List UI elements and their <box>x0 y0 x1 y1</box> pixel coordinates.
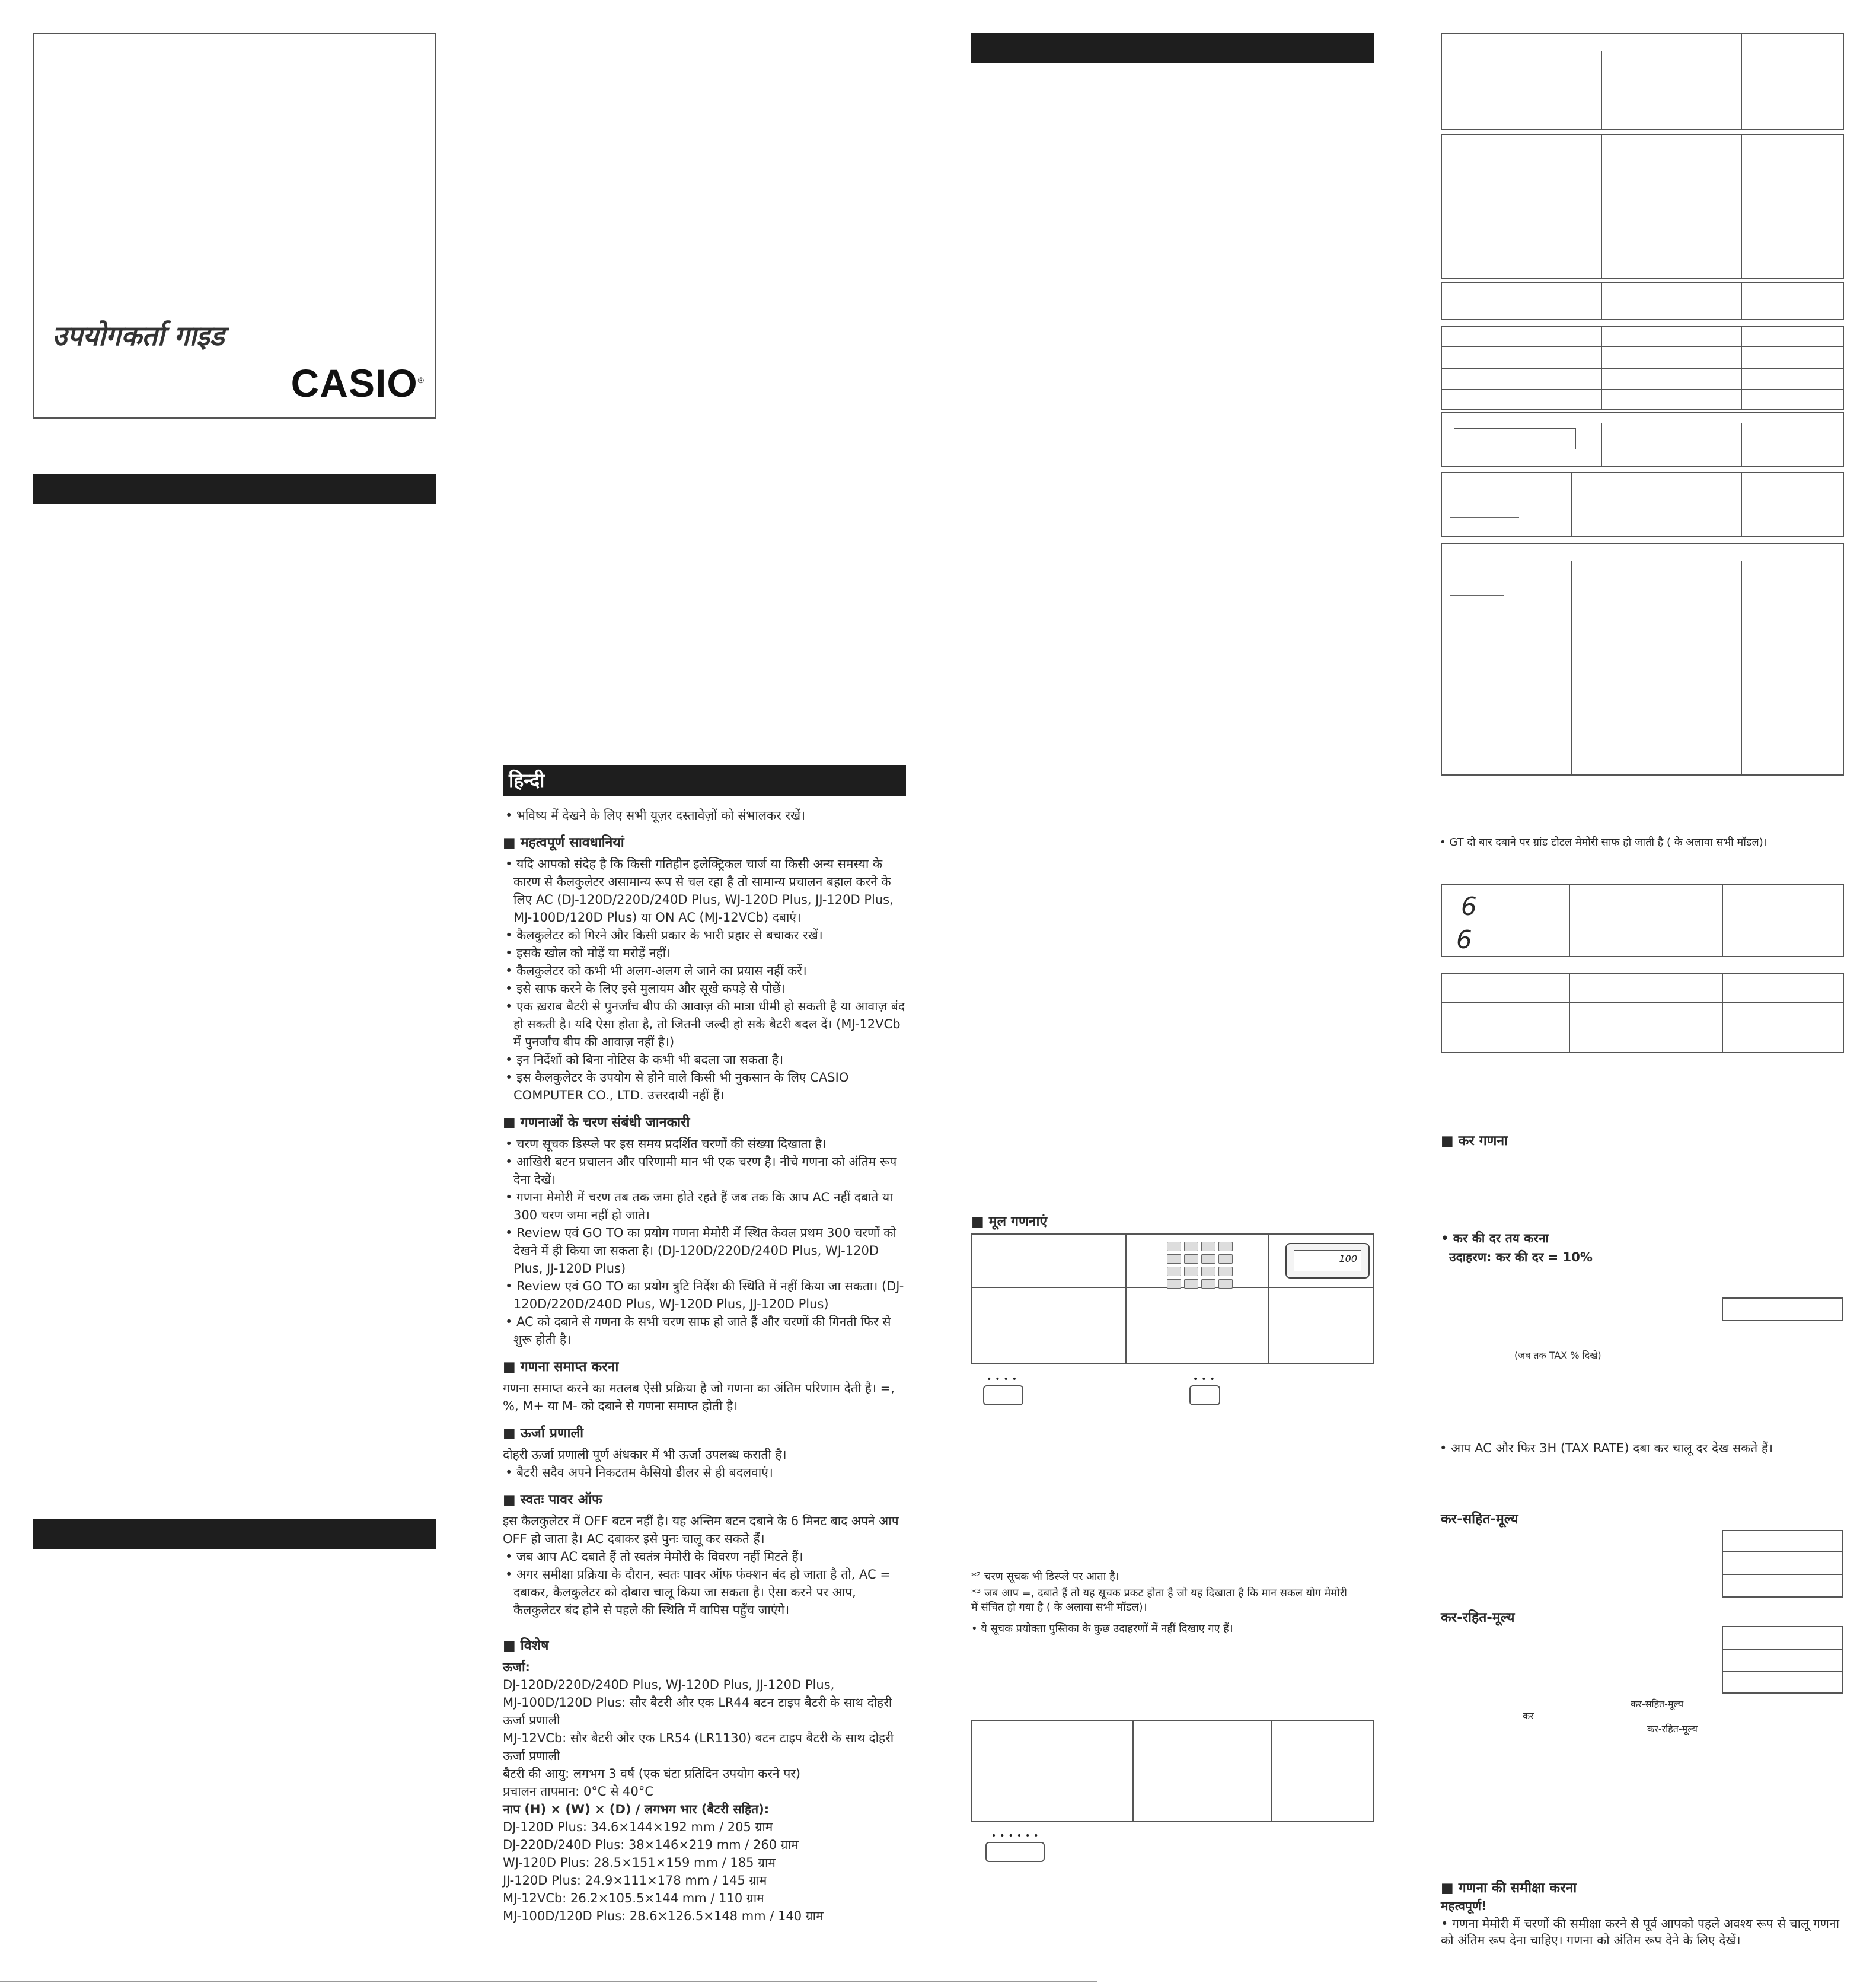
display-icon <box>1285 1243 1370 1279</box>
review-text: • गणना मेमोरी में चरणों की समीक्षा करने से पूर्व आपको पहले अवश्य रूप से चालू गणना को अंतिम रूप देना चाहिए। गणना को अंतिम रूप देने के लिए देखें। <box>1441 1917 1840 1947</box>
op-table-6 <box>1441 472 1844 537</box>
table-divider <box>1132 1720 1134 1822</box>
rate-view-note-text: आप AC और फिर 3H (TAX RATE) दबा कर चालू दर देख सकते हैं। <box>1451 1441 1773 1455</box>
keypad-icon <box>1167 1242 1233 1289</box>
table-divider <box>1569 973 1570 1053</box>
tax-calc-label: कर गणना <box>1458 1133 1508 1149</box>
power-text: दोहरी ऊर्जा प्रणाली पूर्ण अंधकार में भी ऊर्जा उपलब्ध कराती है। <box>503 1448 787 1462</box>
table-divider <box>1741 134 1742 279</box>
steps-item: • Review एवं GO TO का प्रयोग त्रुटि निर्देश की स्थिति में नहीं किया जा सकता। (DJ-120D/220D/240D Plus, WJ-120D Plus, JJ-120D Plus) <box>503 1277 906 1313</box>
intro-note: • भविष्य में देखने के लिए सभी यूज़र दस्तावेज़ों को संभालकर रखें। <box>503 806 906 824</box>
indicator-dots: •••••• <box>991 1831 1042 1841</box>
table-divider <box>1741 282 1742 320</box>
spec-line: ऊर्जा: <box>503 1660 530 1674</box>
table-divider <box>1722 1671 1843 1672</box>
spec-title: ■ विशेष <box>503 1637 906 1654</box>
review-title: ■ गणना की समीक्षा करना <box>1441 1880 1577 1896</box>
op-table-7 <box>1441 543 1844 776</box>
table-divider <box>1441 368 1844 369</box>
steps-item: • गणना मेमोरी में चरण तब तक जमा होते रहते हैं जब तक कि आप AC नहीं दबाते या 300 चरण जमा नहीं हो जाते। <box>503 1188 906 1224</box>
section-bar-1 <box>33 474 436 504</box>
handwritten-glyph: 6 <box>1456 925 1472 954</box>
power-title: ■ ऊर्जा प्रणाली <box>503 1424 906 1442</box>
finalize-title: ■ गणना समाप्त करना <box>503 1358 906 1376</box>
gt-table-2 <box>1441 973 1844 1053</box>
table-divider <box>1722 884 1723 957</box>
gt-table <box>1441 884 1844 957</box>
spec-line: नाप (H) × (W) × (D) / लगभग भार (बैटरी सहित): <box>503 1802 770 1816</box>
spec-line: MJ-100D/120D Plus: सौर बैटरी और एक LR44 बटन टाइप बैटरी के साथ दोहरी ऊर्जा प्रणाली <box>503 1695 892 1727</box>
tax-hint: (जब तक TAX % दिखे) <box>1514 1350 1601 1361</box>
autooff-bullet: • जब आप AC दबाते हैं तो स्वतंत्र मेमोरी के विवरण नहीं मिटते हैं। <box>503 1548 906 1566</box>
legend-with-tax: कर-सहित-मूल्य <box>1631 1698 1684 1710</box>
table-divider <box>1722 1551 1843 1552</box>
op-table-1 <box>1441 33 1844 130</box>
table-divider <box>1741 561 1742 776</box>
gt-note: • GT दो बार दबाने पर ग्रांड टोटल मेमोरी साफ हो जाती है ( के अलावा सभी मॉडल)। <box>1440 836 1767 849</box>
mini-display <box>983 1385 1023 1405</box>
precaution-item: • इसके खोल को मोड़ें या मरोड़ें नहीं। <box>503 944 906 962</box>
hindi-column <box>503 765 906 1925</box>
brand-name: CASIO <box>291 361 418 405</box>
table-divider <box>1569 884 1570 957</box>
table-divider <box>1741 472 1742 537</box>
tax-result-box <box>1722 1297 1843 1321</box>
mini-display <box>985 1842 1045 1862</box>
spec-line: बैटरी की आयु: लगभग 3 वर्ष (एक घंटा प्रतिदिन उपयोग करने पर) <box>503 1767 801 1781</box>
indicator-dots: •••• <box>987 1375 1021 1384</box>
precaution-item: • कैलकुलेटर को गिरने और किसी प्रकार के भारी प्रहार से बचाकर रखें। <box>503 926 906 944</box>
spec-line: MJ-100D/120D Plus: 28.6×126.5×148 mm / 140 ग्राम <box>503 1909 824 1923</box>
tax-rate-example: उदाहरण: कर की दर = 10% <box>1449 1250 1593 1264</box>
spec-line: DJ-120D Plus: 34.6×144×192 mm / 205 ग्राम <box>503 1820 773 1834</box>
precaution-item: • कैलकुलेटर को कभी भी अलग-अलग ले जाने का प्रयास नहीं करें। <box>503 962 906 980</box>
mini-display <box>1189 1385 1220 1405</box>
precautions-title: ■ महत्वपूर्ण सावधानियां <box>503 834 906 852</box>
spec-line: DJ-220D/240D Plus: 38×146×219 mm / 260 ग्राम <box>503 1838 799 1852</box>
gt-note-text: GT दो बार दबाने पर ग्रांड टोटल मेमोरी साफ हो जाती है ( के अलावा सभी मॉडल)। <box>1449 836 1767 849</box>
op-table-2 <box>1441 134 1844 279</box>
precaution-item: • यदि आपको संदेह है कि किसी गतिहीन इलेक्ट्रिकल चार्ज या किसी अन्य समस्या के कारण से कैलकुलेटर असामान्य रूप से चल रहा है तो सामान्य प्रचालन बहाल करने के लिए AC (DJ-120D/220D/240D Plus, WJ-120D Plus, JJ-120D Plus, MJ-100D/120D Plus) या ON AC (MJ-12VCb) दबाएं। <box>503 855 906 926</box>
without-tax-label: कर-रहित-मूल्य <box>1441 1610 1515 1625</box>
tax-rate-head-text: कर की दर तय करना <box>1453 1231 1549 1245</box>
table-divider <box>1722 1649 1843 1650</box>
table-divider <box>1601 134 1602 279</box>
bracket-diagram <box>1454 428 1576 449</box>
table-divider <box>1571 561 1572 776</box>
note-3: *³ जब आप =, दबाते हैं तो यह सूचक प्रकट होता है जो यह दिखाता है कि मान सकल योग मेमोरी में संचित हो गया है ( के अलावा सभी मॉडल)। <box>971 1587 1347 1614</box>
steps-item: • Review एवं GO TO का प्रयोग गणना मेमोरी में स्थित केवल प्रथम 300 चरणों को देखने में ही किया जा सकता है। (DJ-120D/220D/240D Plus, WJ-120D Plus, JJ-120D Plus) <box>503 1224 906 1277</box>
table-divider <box>1571 472 1572 537</box>
underline <box>1450 595 1504 596</box>
steps-item: • आखिरी बटन प्रचालन और परिणामी मान भी एक चरण है। नीचे गणना को अंतिम रूप देना देखें। <box>503 1153 906 1188</box>
power-bullet: • बैटरी सदैव अपने निकटतम कैसियो डीलर से ही बदलवाएं। <box>503 1464 906 1481</box>
registered-mark: ® <box>417 375 425 385</box>
steps-title: ■ गणनाओं के चरण संबंधी जानकारी <box>503 1114 906 1131</box>
steps-item: • चरण सूचक डिस्प्ले पर इस समय प्रदर्शित चरणों की संख्या दिखाता है। <box>503 1135 906 1153</box>
spec-line: MJ-12VCb: 26.2×105.5×144 mm / 110 ग्राम <box>503 1891 764 1905</box>
underline <box>1450 517 1519 518</box>
table-divider <box>1601 423 1602 467</box>
without-tax-box <box>1722 1626 1843 1694</box>
autooff-text: इस कैलकुलेटर में OFF बटन नहीं है। यह अन्तिम बटन दबाने के 6 मिनट बाद अपने आप OFF हो जाता है। AC दबाकर इसे पुनः चालू कर सकते हैं। <box>503 1514 899 1546</box>
section-bar-3 <box>971 33 1374 63</box>
casio-logo <box>291 361 425 406</box>
page-bottom-rule <box>0 1981 1097 1982</box>
handwritten-glyph: 6 <box>1461 892 1477 921</box>
display-value: 100 <box>1294 1250 1361 1271</box>
spec-line: JJ-120D Plus: 24.9×111×178 mm / 145 ग्राम <box>503 1873 767 1888</box>
table-divider <box>1441 1002 1844 1003</box>
steps-item: • AC को दबाने से गणना के सभी चरण साफ हो जाते हैं और चरणों की गिनती फिर से शुरू होती है। <box>503 1313 906 1348</box>
table-divider <box>1741 423 1742 467</box>
review-title-text: गणना की समीक्षा करना <box>1458 1880 1577 1896</box>
op-table-3 <box>1441 282 1844 320</box>
precaution-item: • इस कैलकुलेटर के उपयोग से होने वाले किसी भी नुकसान के लिए CASIO COMPUTER CO., LTD. उत्तरदायी नहीं हैं। <box>503 1069 906 1104</box>
basic-calc-title: ■ मूल गणनाएं <box>971 1214 1048 1229</box>
review-important: महत्वपूर्ण! <box>1441 1899 1487 1913</box>
section-bar-2 <box>33 1519 436 1549</box>
legend-tax: कर <box>1523 1710 1534 1721</box>
table-divider <box>1271 1720 1272 1822</box>
table-divider <box>1125 1233 1127 1364</box>
spec-line: MJ-12VCb: सौर बैटरी और एक LR54 (LR1130) बटन टाइप बैटरी के साथ दोहरी ऊर्जा प्रणाली <box>503 1731 894 1763</box>
table-divider <box>1441 346 1844 347</box>
finalize-text: गणना समाप्त करने का मतलब ऐसी प्रक्रिया है जो गणना का अंतिम परिणाम देती है। =, %, M+ या M- को दबाने से गणना समाप्त होती है। <box>503 1381 895 1413</box>
spec-line: प्रचालन तापमान: 0°C से 40°C <box>503 1784 653 1799</box>
table-divider <box>1601 282 1602 320</box>
table-divider <box>1722 973 1723 1053</box>
indicator-dots: ••• <box>1193 1375 1218 1384</box>
precaution-item: • इसे साफ करने के लिए इसे मुलायम और सूखे कपड़े से पोछें। <box>503 980 906 997</box>
note-4: • ये सूचक प्रयोक्ता पुस्तिका के कुछ उदाहरणों में नहीं दिखाए गए हैं। <box>971 1622 1233 1635</box>
note-4-text: ये सूचक प्रयोक्ता पुस्तिका के कुछ उदाहरणों में नहीं दिखाए गए हैं। <box>981 1622 1233 1635</box>
with-tax-label: कर-सहित-मूल्य <box>1441 1512 1518 1527</box>
basic-calc-label: मूल गणनाएं <box>988 1214 1048 1229</box>
table-divider <box>1268 1233 1269 1364</box>
precaution-item: • इन निर्देशों को बिना नोटिस के कभी भी बदला जा सकता है। <box>503 1051 906 1069</box>
autooff-title: ■ स्वतः पावर ऑफ <box>503 1491 906 1509</box>
review-text-body: गणना मेमोरी में चरणों की समीक्षा करने से पूर्व आपको पहले अवश्य रूप से चालू गणना को अंतिम रूप देना चाहिए। गणना को अंतिम रूप देने के लिए देखें। <box>1441 1917 1840 1947</box>
with-tax-box <box>1722 1530 1843 1598</box>
tax-rate-head: • कर की दर तय करना <box>1441 1231 1549 1245</box>
rate-view-note: • आप AC और फिर 3H (TAX RATE) दबा कर चालू दर देख सकते हैं। <box>1440 1441 1773 1455</box>
table-divider <box>1601 51 1602 130</box>
spec-line: WJ-120D Plus: 28.5×151×159 mm / 185 ग्राम <box>503 1856 776 1870</box>
table-divider <box>1441 389 1844 390</box>
language-header: हिन्दी <box>503 765 906 796</box>
example-table <box>971 1720 1374 1822</box>
precaution-item: • एक ख़राब बैटरी से पुनर्जांच बीप की आवाज़ की मात्रा धीमी हो सकती है या आवाज़ बंद हो सकती है। यदि ऐसा होता है, तो जितनी जल्दी हो सके बैटरी बदल दें। (MJ-12VCb में पुनर्जांच बीप की आवाज़ नहीं है।) <box>503 997 906 1051</box>
table-divider <box>1722 1574 1843 1575</box>
tax-calc-title: ■ कर गणना <box>1441 1133 1508 1149</box>
spec-line: DJ-120D/220D/240D Plus, WJ-120D Plus, JJ-120D Plus, <box>503 1678 835 1692</box>
autooff-bullet: • अगर समीक्षा प्रक्रिया के दौरान, स्वतः पावर ऑफ फंक्शन बंद हो जाता है तो, AC = दबाकर, कैलकुलेटर को दोबारा चालू किया जा सकता है। ऐसा करने पर आप, कैलकुलेटर बंद होने से पहले की स्थिति में वापिस पहुँच जाएंगे। <box>503 1566 906 1619</box>
legend-without-tax: कर-रहित-मूल्य <box>1647 1723 1698 1735</box>
note-2: *² चरण सूचक भी डिस्प्ले पर आता है। <box>971 1570 1119 1583</box>
cover-panel <box>33 33 436 419</box>
table-divider <box>1741 33 1742 130</box>
cover-title: उपयोगकर्ता गाइड <box>52 320 225 352</box>
